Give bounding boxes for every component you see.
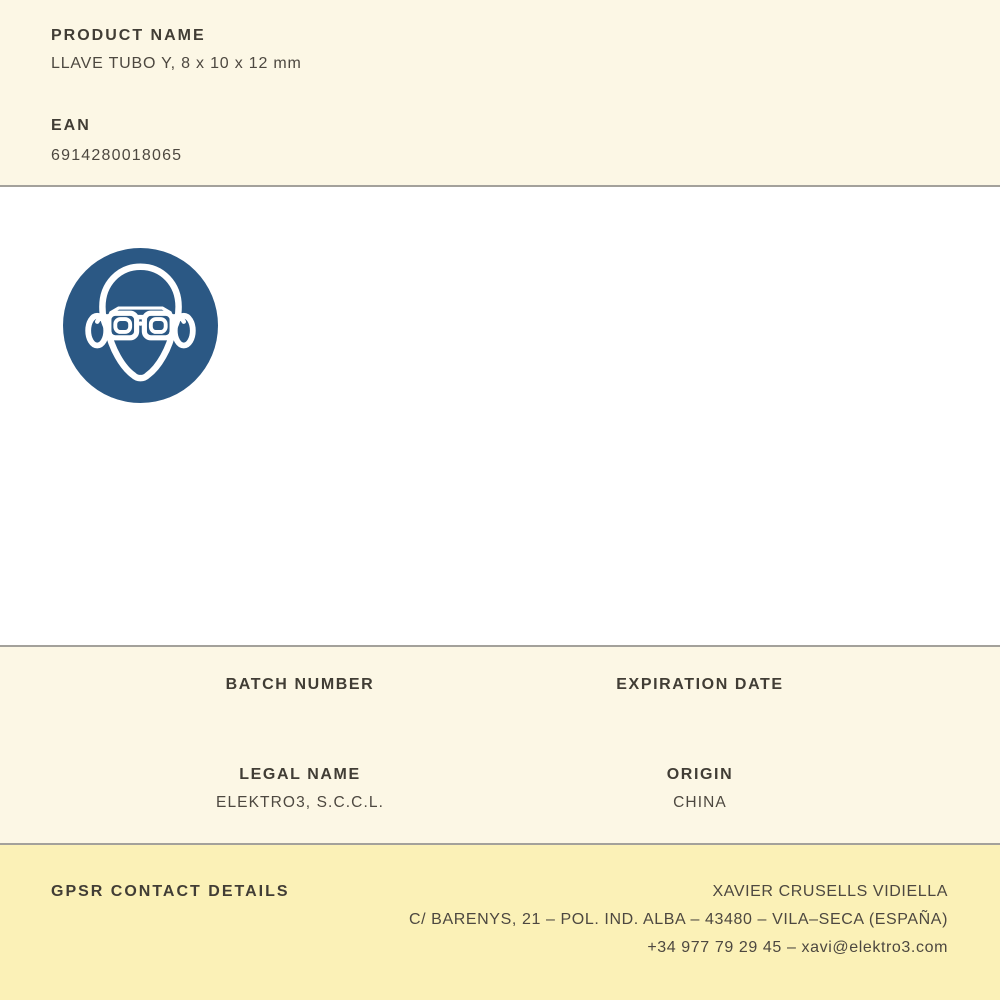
ean-label: EAN bbox=[51, 117, 91, 134]
pictogram-section bbox=[0, 187, 1000, 645]
eye-protection-mandatory-icon bbox=[63, 248, 218, 403]
batch-number-label: BATCH NUMBER bbox=[225, 676, 375, 693]
legal-name-label: LEGAL NAME bbox=[239, 766, 361, 783]
gpsr-section bbox=[0, 845, 1000, 1000]
gpsr-address: C/ BARENYS, 21 – POL. IND. ALBA – 43480 – VILA–SECA (ESPAÑA) bbox=[408, 911, 948, 928]
origin-field bbox=[500, 766, 900, 812]
details-section bbox=[0, 647, 1000, 843]
gpsr-label: GPSR CONTACT DETAILS bbox=[51, 883, 290, 900]
ean-value: 6914280018065 bbox=[51, 147, 183, 164]
expiration-date-field bbox=[500, 676, 900, 693]
details-row-2 bbox=[100, 766, 900, 812]
origin-value: CHINA bbox=[673, 794, 727, 811]
legal-name-field bbox=[100, 766, 500, 812]
product-name-label: PRODUCT NAME bbox=[51, 27, 206, 44]
gpsr-phone-email: +34 977 79 29 45 – xavi@elektro3.com bbox=[647, 939, 948, 956]
details-row-1 bbox=[100, 676, 900, 693]
gpsr-contact-block bbox=[409, 878, 948, 962]
origin-label: ORIGIN bbox=[666, 766, 734, 783]
expiration-date-label: EXPIRATION DATE bbox=[616, 676, 784, 693]
product-name-value: LLAVE TUBO Y, 8 x 10 x 12 mm bbox=[51, 55, 302, 72]
legal-name-value: ELEKTRO3, S.C.C.L. bbox=[216, 794, 384, 811]
batch-number-field bbox=[100, 676, 500, 693]
gpsr-contact-name: XAVIER CRUSELLS VIDIELLA bbox=[712, 883, 948, 900]
product-header-section bbox=[0, 0, 1000, 185]
